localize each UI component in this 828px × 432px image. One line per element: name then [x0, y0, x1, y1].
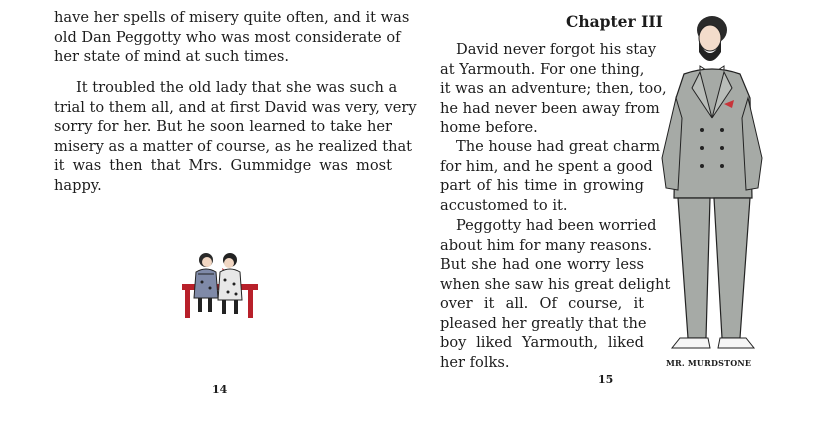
text-line: The house had great charm [456, 138, 661, 155]
text-line: have her spells of misery quite often, and it was [54, 9, 410, 26]
text-line: misery as a matter of course, as he realized that [54, 137, 413, 155]
left-paragraph-1 [54, 8, 410, 67]
text-line: it was then that Mrs. Gummidge was most [54, 157, 392, 174]
mr-murdstone-illustration [654, 8, 770, 360]
text-line: old Dan Peggotty who was most considerate of [54, 28, 401, 46]
right-paragraph-3 [440, 216, 671, 372]
text-line: accustomed to it. [440, 196, 568, 214]
two-children-on-bench-illustration [180, 250, 260, 322]
illustration-caption: MR. MURDSTONE [666, 358, 752, 368]
right-paragraph-2 [440, 137, 661, 215]
text-line: her state of mind at such times. [54, 48, 289, 65]
text-line: Peggotty had been worried [456, 217, 657, 234]
text-line: home before. [440, 119, 538, 136]
text-line: over it all. Of course, it [440, 295, 644, 312]
text-line: happy. [54, 176, 102, 194]
page-number: 15 [598, 373, 614, 386]
text-line: David never forgot his stay [456, 41, 657, 58]
text-line: when she saw his great delight [440, 275, 671, 293]
text-line: pleased her greatly that the [440, 314, 647, 332]
text-line: her folks. [440, 353, 510, 371]
text-line: at Yarmouth. For one thing, [440, 60, 645, 78]
text-line: he had never been away from [440, 99, 660, 117]
text-line: It troubled the old lady that she was such a [76, 79, 398, 96]
text-line: boy liked Yarmouth, liked [440, 334, 644, 351]
text-line: But she had one worry less [440, 256, 644, 273]
text-line: for him, and he spent a good [440, 157, 653, 175]
text-line: about him for many reasons. [440, 236, 653, 254]
left-paragraph-2 [54, 78, 417, 195]
text-line: it was an adventure; then, too, [440, 80, 667, 97]
right-paragraph-1 [440, 40, 667, 138]
text-line: part of his time in growing [440, 177, 644, 194]
chapter-heading: Chapter III [566, 12, 663, 31]
text-line: sorry for her. But he soon learned to take her [54, 118, 392, 135]
text-line: trial to them all, and at first David was very, very [54, 98, 417, 116]
page-number: 14 [212, 383, 228, 396]
